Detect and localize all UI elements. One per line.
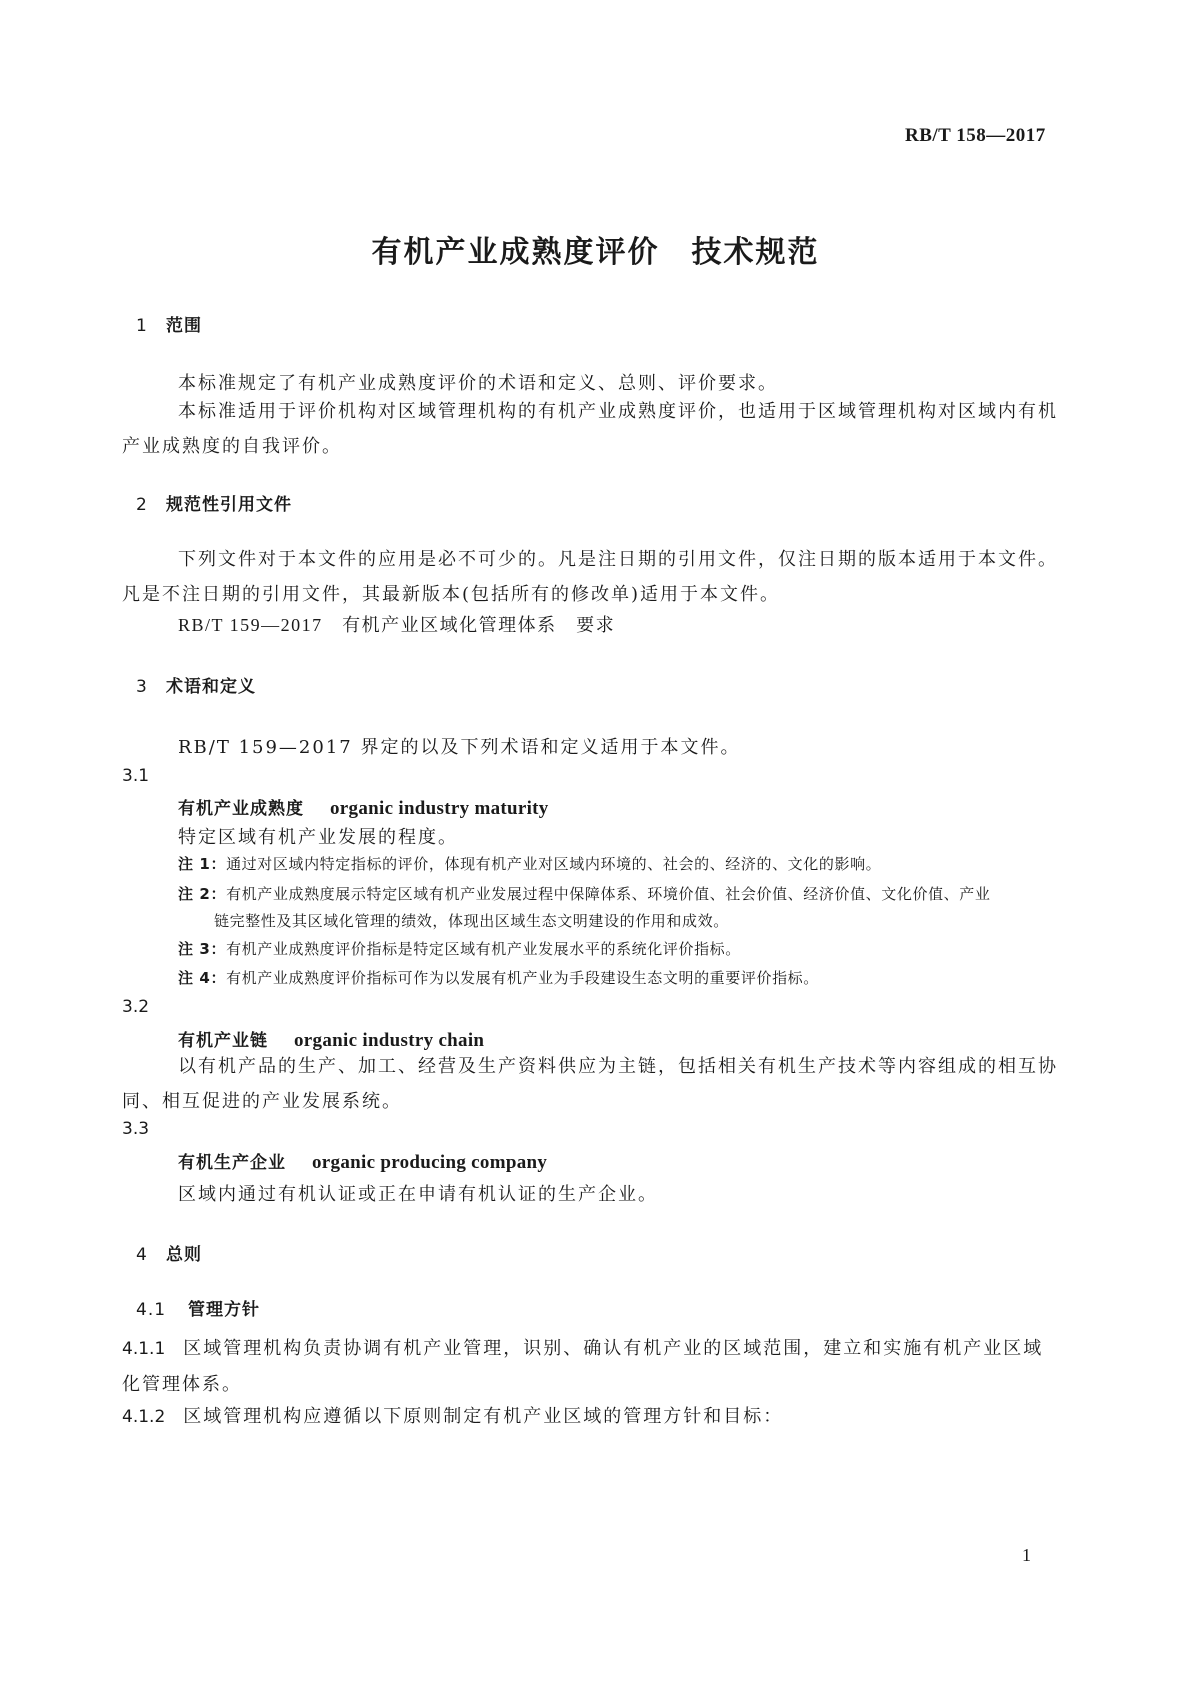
term-english: organic industry chain [294, 1030, 485, 1051]
subsection-title: 管理方针 [188, 1300, 260, 1320]
section-2-paragraph-1: 下列文件对于本文件的应用是必不可少的。凡是注日期的引用文件，仅注日期的版本适用于本文件。凡是不注日期的引用文件，其最新版本(包括所有的修改单)适用于本文件。 [122, 549, 1058, 605]
term-english: organic industry maturity [330, 798, 549, 819]
term-definition: 区域内通过有机认证或正在申请有机认证的生产企业。 [178, 1184, 658, 1205]
note [178, 853, 881, 874]
term-number: 3.3 [122, 1119, 150, 1139]
note-text: 有机产业成熟度评价指标可作为以发展有机产业为手段建设生态文明的重要评价指标。 [226, 969, 819, 987]
section-number: 2 [136, 495, 148, 515]
section-number: 4 [136, 1245, 148, 1265]
section-4-heading [136, 1240, 202, 1265]
subsection-number: 4.1 [136, 1300, 167, 1320]
note-continuation: 链完整性及其区域化管理的绩效，体现出区域生态文明建设的作用和成效。 [214, 912, 729, 930]
clause-4-1-1 [122, 1331, 1062, 1402]
normative-reference: RB/T 159—2017 有机产业区域化管理体系 要求 [178, 615, 616, 635]
note-label: 注 1： [178, 855, 227, 873]
note-label: 注 4： [178, 969, 227, 987]
term-heading [178, 1148, 547, 1174]
term-chinese: 有机产业成熟度 [178, 799, 304, 819]
note [178, 967, 819, 988]
note [178, 883, 990, 904]
section-title: 总则 [166, 1245, 202, 1265]
section-1-paragraph-1: 本标准规定了有机产业成熟度评价的术语和定义、总则、评价要求。 [178, 373, 778, 394]
note [178, 938, 741, 959]
section-3-intro: RB/T 159—2017 界定的以及下列术语和定义适用于本文件。 [178, 737, 741, 758]
term-english: organic producing company [312, 1152, 548, 1173]
note-text: 通过对区域内特定指标的评价，体现有机产业对区域内环境的、社会的、经济的、文化的影响。 [226, 855, 882, 873]
note-text: 有机产业成熟度展示特定区域有机产业发展过程中保障体系、环境价值、社会价值、经济价值、文化价值、产业 [226, 885, 991, 903]
section-title: 术语和定义 [166, 677, 256, 697]
note-label: 注 2： [178, 885, 227, 903]
section-1-paragraph-2: 本标准适用于评价机构对区域管理机构的有机产业成熟度评价，也适用于区域管理机构对区域内有机产业成熟度的自我评价。 [122, 401, 1058, 457]
term-heading [178, 794, 549, 820]
note-label: 注 3： [178, 940, 227, 958]
term-number: 3.1 [122, 766, 150, 786]
page-title: 有机产业成熟度评价 技术规范 [371, 235, 820, 270]
clause-number: 4.1.2 [122, 1407, 166, 1427]
note-text: 有机产业成熟度评价指标是特定区域有机产业发展水平的系统化评价指标。 [226, 940, 741, 958]
clause-4-1-2 [122, 1402, 783, 1428]
section-title: 范围 [166, 316, 202, 336]
subsection-4-1-heading [136, 1295, 260, 1320]
section-3-heading [136, 672, 256, 697]
clause-number: 4.1.1 [122, 1339, 166, 1359]
term-definition: 特定区域有机产业发展的程度。 [178, 827, 458, 848]
section-number: 1 [136, 316, 148, 336]
term-chinese: 有机产业链 [178, 1031, 268, 1051]
clause-text: 区域管理机构负责协调有机产业管理，识别、确认有机产业的区域范围，建立和实施有机产业区域化管理体系。 [122, 1338, 1044, 1395]
term-number: 3.2 [122, 997, 150, 1017]
term-chinese: 有机生产企业 [178, 1153, 286, 1173]
page-number: 1 [1022, 1545, 1031, 1565]
section-title: 规范性引用文件 [166, 495, 292, 515]
section-2-heading [136, 490, 292, 515]
document-code: RB/T 158—2017 [905, 125, 1046, 146]
term-definition: 以有机产品的生产、加工、经营及生产资料供应为主链，包括相关有机生产技术等内容组成的相互协同、相互促进的产业发展系统。 [122, 1056, 1058, 1112]
clause-text: 区域管理机构应遵循以下原则制定有机产业区域的管理方针和目标： [183, 1406, 784, 1427]
section-1-heading [136, 311, 202, 336]
section-number: 3 [136, 677, 148, 697]
